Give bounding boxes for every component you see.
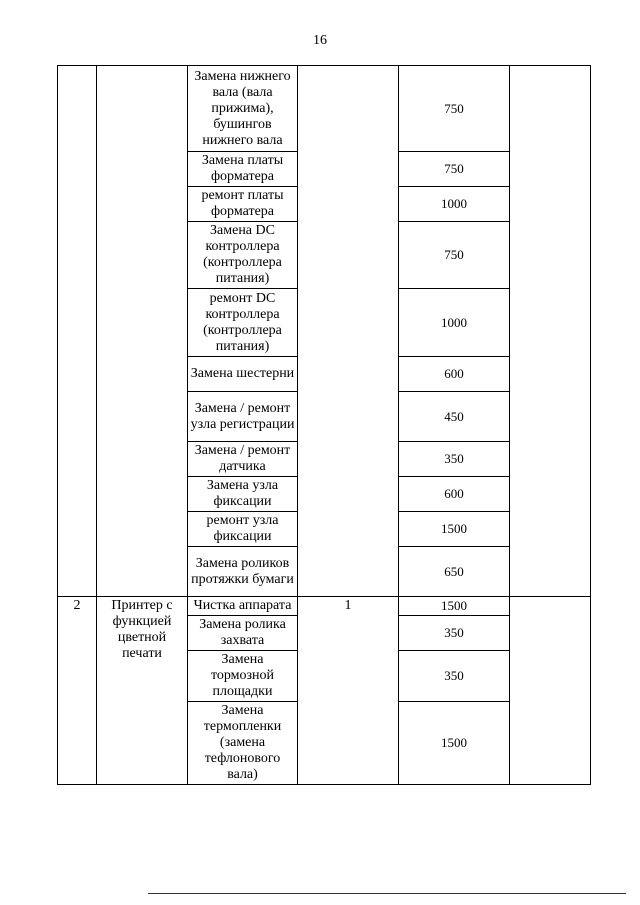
page-number: 16 [313, 33, 327, 48]
extra-cell-empty [510, 66, 591, 597]
price-cell: 600 [399, 477, 510, 512]
price-cell: 1500 [399, 512, 510, 547]
service-cell: Замена DC контроллера (контроллера питания) [188, 222, 298, 289]
price-cell: 1000 [399, 289, 510, 357]
service-cell: ремонт DC контроллера (контроллера питания) [188, 289, 298, 357]
service-cell: Замена термопленки (замена тефлонового вала) [188, 702, 298, 785]
price-cell: 450 [399, 392, 510, 442]
service-price-table [57, 65, 591, 785]
service-cell: ремонт узла фиксации [188, 512, 298, 547]
price-cell: 1500 [399, 702, 510, 785]
table-row [58, 597, 591, 616]
service-cell: Замена / ремонт узла регистрации [188, 392, 298, 442]
service-cell: Замена / ремонт датчика [188, 442, 298, 477]
service-cell: Замена роликов протяжки бумаги [188, 547, 298, 597]
service-cell: Замена шестерни [188, 357, 298, 392]
service-cell: Чистка аппарата [188, 597, 298, 616]
price-cell: 750 [399, 222, 510, 289]
price-cell: 1500 [399, 597, 510, 616]
extra-cell-empty [510, 597, 591, 785]
service-cell: Замена нижнего вала (вала прижима), бушингов нижнего вала [188, 66, 298, 152]
service-cell: Замена тормозной площадки [188, 651, 298, 702]
service-cell: ремонт платы форматера [188, 187, 298, 222]
price-cell: 350 [399, 442, 510, 477]
service-cell: Замена ролика захвата [188, 616, 298, 651]
device-cell-empty [97, 66, 188, 597]
price-cell: 350 [399, 651, 510, 702]
price-cell: 650 [399, 547, 510, 597]
group-number-cell: 2 [58, 597, 97, 785]
device-name-cell: Принтер с функцией цветной печати [97, 597, 188, 785]
quantity-cell-empty [298, 66, 399, 597]
service-cell: Замена узла фиксации [188, 477, 298, 512]
service-cell: Замена платы форматера [188, 152, 298, 187]
quantity-cell: 1 [298, 597, 399, 785]
price-cell: 1000 [399, 187, 510, 222]
price-cell: 750 [399, 66, 510, 152]
price-cell: 750 [399, 152, 510, 187]
number-cell-empty [58, 66, 97, 597]
table-row [58, 66, 591, 152]
price-cell: 350 [399, 616, 510, 651]
price-cell: 600 [399, 357, 510, 392]
bottom-scan-line [148, 893, 626, 894]
